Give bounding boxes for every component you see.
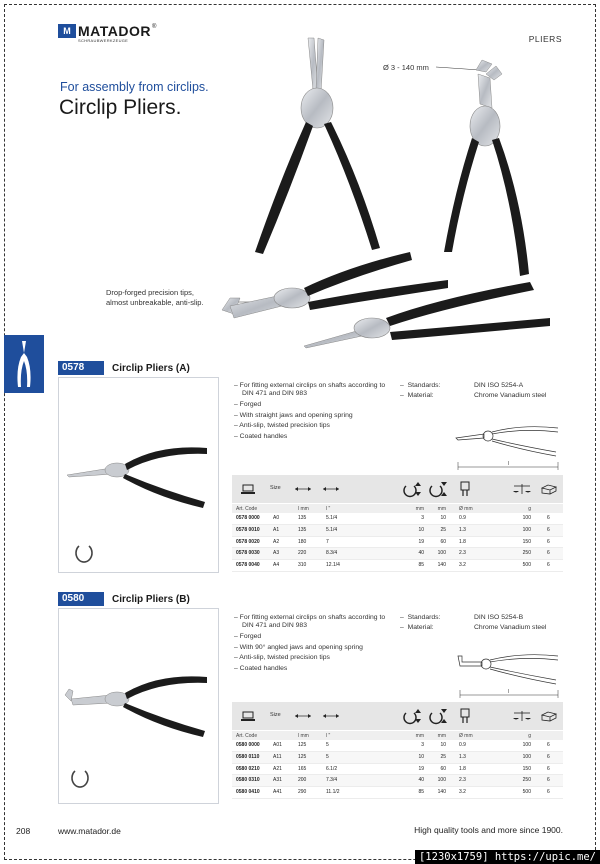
feature-item: – For fitting external circlips on shafts according to DIN 471 and DIN 983 <box>234 382 386 398</box>
table-row <box>232 764 563 776</box>
cell-qty: 6 <box>547 765 550 772</box>
brand-logo[interactable] <box>58 24 156 38</box>
cell-l-mm: 135 <box>298 515 307 521</box>
table-row <box>232 787 563 799</box>
specs-0578: – Standards: DIN ISO 5254-A – Material: Chrome Vanadium steel <box>400 382 547 399</box>
tip-diameter-icon <box>458 480 472 498</box>
product-image-0578 <box>58 377 219 573</box>
cell-tip: 1.3 <box>459 753 466 760</box>
circlip-min-icon <box>402 480 424 498</box>
cell-size: A01 <box>273 742 282 748</box>
feature-item: – With 90° angled jaws and opening spring <box>234 643 363 651</box>
cell-size: A3 <box>273 550 280 557</box>
feature-item: – Anti-slip, twisted precision tips <box>234 654 330 662</box>
cell-l-in: 11.1/2 <box>326 789 340 796</box>
cell-art: 0580 0000 <box>236 742 260 748</box>
cell-l-in: 7.3/4 <box>326 777 338 784</box>
cell-min: 10 <box>418 753 424 760</box>
cell-l-mm: 290 <box>298 789 307 796</box>
cell-weight: 100 <box>522 753 531 760</box>
straight-circlip-pliers-image <box>59 378 220 574</box>
cell-art: 0580 0410 <box>236 789 260 796</box>
cell-qty: 6 <box>547 538 550 545</box>
cell-weight: 100 <box>522 742 531 748</box>
cell-min: 10 <box>418 526 424 533</box>
product-header-0580 <box>58 592 190 606</box>
cell-min: 3 <box>421 742 424 748</box>
weight-scale-icon <box>512 710 532 722</box>
cell-min: 19 <box>418 538 424 545</box>
product-header-0578 <box>58 361 190 375</box>
cell-max: 100 <box>437 777 446 784</box>
cell-min: 40 <box>418 550 424 557</box>
cell-max: 10 <box>440 742 446 748</box>
circlip-max-icon <box>428 707 450 725</box>
cell-l-mm: 220 <box>298 550 307 557</box>
brand-name: MATADOR <box>78 23 151 39</box>
cell-max: 140 <box>437 562 446 569</box>
cell-l-in: 6.1/2 <box>326 765 338 772</box>
product-image-0580 <box>58 608 219 804</box>
feature-item: – Anti-slip, twisted precision tips <box>234 422 330 430</box>
cell-qty: 6 <box>547 515 550 521</box>
feature-item: – Forged <box>234 632 262 640</box>
cell-min: 19 <box>418 765 424 772</box>
dimension-callout: Ø 3 - 140 mm <box>383 63 429 72</box>
weight-scale-icon <box>512 483 532 495</box>
cell-min: 85 <box>418 562 424 569</box>
cell-size: A0 <box>273 515 280 521</box>
cell-tip: 1.3 <box>459 526 466 533</box>
cell-weight: 500 <box>522 562 531 569</box>
feature-item: – For fitting external circlips on shafts according to DIN 471 and DIN 983 <box>234 614 386 630</box>
technical-drawing-0580 <box>452 650 564 700</box>
cell-art: 0580 0110 <box>236 753 260 760</box>
angled-circlip-pliers-image <box>59 609 220 805</box>
table-row <box>232 560 563 572</box>
wrench-size-icon <box>241 710 257 722</box>
table-icon-header <box>232 475 563 503</box>
cell-weight: 250 <box>522 550 531 557</box>
cell-weight: 100 <box>522 526 531 533</box>
cell-l-mm: 125 <box>298 753 307 760</box>
specs-0580: – Standards: DIN ISO 5254-B – Material: Chrome Vanadium steel <box>400 614 547 631</box>
cell-tip: 1.8 <box>459 765 466 772</box>
cell-max: 25 <box>440 526 446 533</box>
cell-tip: 3.2 <box>459 789 466 796</box>
cell-max: 100 <box>437 550 446 557</box>
cell-min: 40 <box>418 777 424 784</box>
cell-weight: 150 <box>522 765 531 772</box>
cell-size: A11 <box>273 753 282 760</box>
cell-l-mm: 310 <box>298 562 307 569</box>
cell-weight: 100 <box>522 515 531 521</box>
table-row <box>232 740 563 752</box>
page-number: 208 <box>16 826 31 836</box>
cell-min: 85 <box>418 789 424 796</box>
cell-tip: 3.2 <box>459 562 466 569</box>
box-quantity-icon <box>540 710 558 722</box>
cell-max: 25 <box>440 753 446 760</box>
cell-min: 3 <box>421 515 424 521</box>
feature-item: – With straight jaws and opening spring <box>234 411 353 419</box>
diagram-length-label: l <box>508 689 510 695</box>
section-label: PLIERS <box>528 34 562 44</box>
cell-art: 0578 0030 <box>236 550 260 557</box>
table-row <box>232 548 563 560</box>
table-row <box>232 775 563 787</box>
table-row <box>232 752 563 764</box>
cell-l-in: 8.3/4 <box>326 550 338 557</box>
table-row <box>232 537 563 549</box>
cell-l-mm: 200 <box>298 777 307 784</box>
registered-icon: ® <box>151 24 157 30</box>
cell-max: 140 <box>437 789 446 796</box>
table-units-row: Art. Code l mm l " mm mm Ø mm g <box>232 503 563 513</box>
product-name: Circlip Pliers (B) <box>112 593 190 605</box>
logo-mark-icon: M <box>58 24 76 38</box>
page-subtitle: For assembly from circlips. <box>60 80 209 94</box>
cell-tip: 0.9 <box>459 742 466 748</box>
website-link[interactable]: www.matador.de <box>58 826 121 836</box>
cell-max: 60 <box>440 538 446 545</box>
circlip-min-icon <box>402 707 424 725</box>
pliers-category-tab[interactable] <box>4 335 44 393</box>
cell-l-mm: 180 <box>298 538 307 545</box>
cell-l-in: 5.1/4 <box>326 526 338 533</box>
feature-item: – Coated handles <box>234 665 288 673</box>
cell-size: A41 <box>273 789 282 796</box>
cell-art: 0578 0020 <box>236 538 260 545</box>
brand-tagline: SCHRAUBWERKZEUGE <box>78 38 129 43</box>
cell-l-in: 12.1/4 <box>326 562 340 569</box>
table-row <box>232 525 563 537</box>
cell-tip: 2.3 <box>459 777 466 784</box>
cell-weight: 500 <box>522 789 531 796</box>
length-inch-icon <box>322 486 340 492</box>
cell-size: A21 <box>273 765 282 772</box>
cell-tip: 1.8 <box>459 538 466 545</box>
cell-size: A1 <box>273 526 280 533</box>
technical-drawing-0578 <box>452 422 564 472</box>
pliers-icon <box>4 335 44 393</box>
size-header: Size <box>270 712 281 718</box>
feature-item: – Coated handles <box>234 433 288 441</box>
tip-diameter-icon <box>458 707 472 725</box>
cell-qty: 6 <box>547 753 550 760</box>
cell-qty: 6 <box>547 742 550 748</box>
cell-l-in: 7 <box>326 538 329 545</box>
cell-tip: 2.3 <box>459 550 466 557</box>
length-icon <box>294 713 312 719</box>
spec-table-0580 <box>232 702 563 799</box>
product-name: Circlip Pliers (A) <box>112 362 190 374</box>
feature-callout: Drop-forged precision tips, almost unbreakable, anti-slip. <box>106 288 204 307</box>
diagram-length-label: l <box>508 461 510 467</box>
box-quantity-icon <box>540 483 558 495</box>
feature-item: – Forged <box>234 400 262 408</box>
watermark: [1230x1759] https://upic.me/ <box>415 850 600 864</box>
hero-pliers-illustration <box>200 30 570 350</box>
cell-max: 10 <box>440 515 446 521</box>
cell-qty: 6 <box>547 526 550 533</box>
size-header: Size <box>270 485 281 491</box>
length-icon <box>294 486 312 492</box>
cell-weight: 250 <box>522 777 531 784</box>
spec-table-0578 <box>232 475 563 572</box>
page-title: Circlip Pliers. <box>59 96 182 119</box>
cell-l-in: 5.1/4 <box>326 515 338 521</box>
cell-qty: 6 <box>547 777 550 784</box>
table-row <box>232 513 563 525</box>
footer-slogan: High quality tools and more since 1900. <box>414 825 563 835</box>
cell-size: A2 <box>273 538 280 545</box>
cell-l-in: 5 <box>326 753 329 760</box>
features-list-0578 <box>232 382 392 444</box>
cell-art: 0578 0000 <box>236 515 260 521</box>
cell-qty: 6 <box>547 789 550 796</box>
cell-art: 0578 0010 <box>236 526 260 533</box>
cell-tip: 0.9 <box>459 515 466 521</box>
table-units-row: Art. Code l mm l " mm mm Ø mm g <box>232 730 563 740</box>
circlip-max-icon <box>428 480 450 498</box>
product-code: 0580 <box>58 592 104 606</box>
cell-size: A4 <box>273 562 280 569</box>
cell-art: 0580 0210 <box>236 765 260 772</box>
cell-size: A31 <box>273 777 282 784</box>
table-icon-header <box>232 702 563 730</box>
cell-l-mm: 125 <box>298 742 307 748</box>
cell-weight: 150 <box>522 538 531 545</box>
cell-qty: 6 <box>547 550 550 557</box>
cell-max: 60 <box>440 765 446 772</box>
cell-l-in: 5 <box>326 742 329 748</box>
cell-l-mm: 165 <box>298 765 307 772</box>
cell-art: 0580 0310 <box>236 777 260 784</box>
cell-l-mm: 135 <box>298 526 307 533</box>
length-inch-icon <box>322 713 340 719</box>
wrench-size-icon <box>241 483 257 495</box>
product-code: 0578 <box>58 361 104 375</box>
cell-qty: 6 <box>547 562 550 569</box>
features-list-0580 <box>232 614 392 676</box>
cell-art: 0578 0040 <box>236 562 260 569</box>
